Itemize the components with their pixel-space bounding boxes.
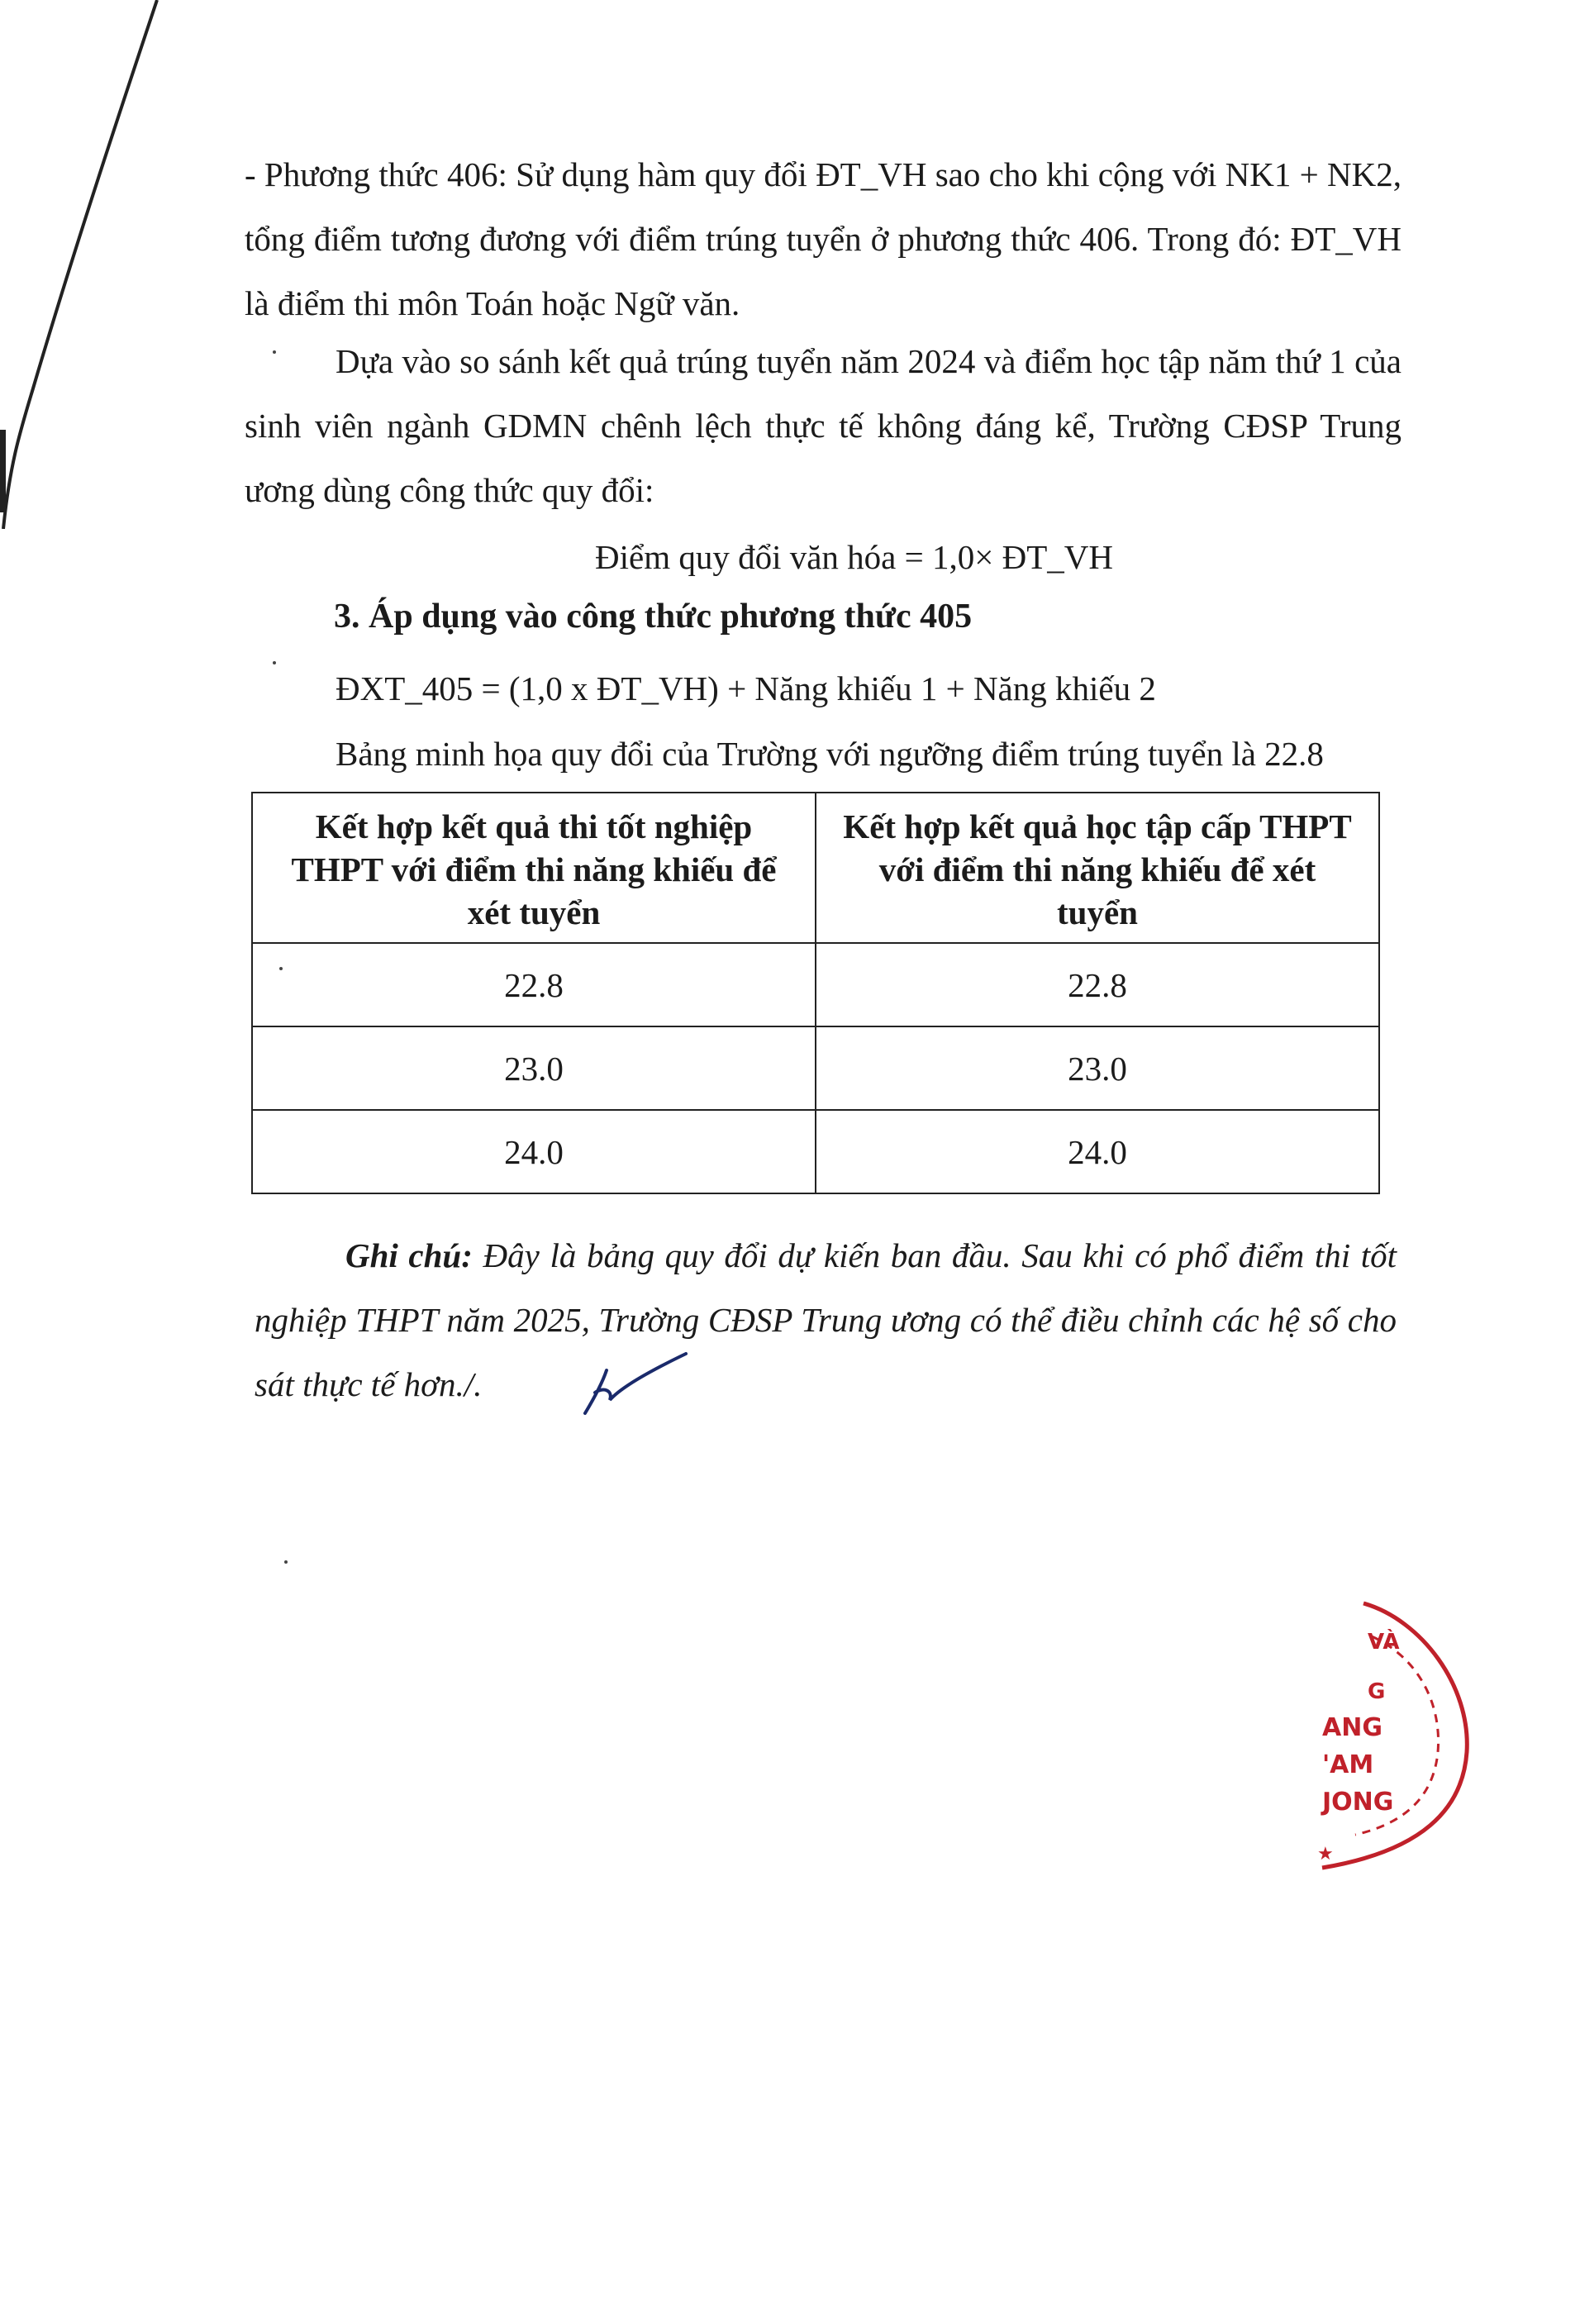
svg-text:G: G	[1368, 1679, 1386, 1704]
svg-text:★: ★	[1317, 1844, 1334, 1864]
table-header-row	[252, 793, 1379, 943]
table-cell: 23.0	[252, 1026, 816, 1110]
paragraph-conversion-basis: Dựa vào so sánh kết quả trúng tuyển năm 2024 và điểm học tập năm thứ 1 của sinh viên ngành GDMN chênh lệch thực tế không đáng kể, Trường CĐSP Trung ương dùng công thức quy đổi:	[245, 342, 1402, 509]
svg-text:'AM: 'AM	[1322, 1750, 1374, 1779]
table-cell: 22.8	[252, 943, 816, 1026]
scan-speck	[273, 661, 276, 664]
scan-speck	[284, 1560, 288, 1564]
scan-edge-line	[0, 0, 182, 529]
table-row	[252, 1110, 1379, 1193]
svg-text:ANG: ANG	[1322, 1713, 1382, 1742]
official-seal	[1306, 1587, 1496, 1884]
signature-mark	[570, 1347, 694, 1430]
conversion-formula: Điểm quy đổi văn hóa = 1,0× ĐT_VH	[595, 538, 1113, 576]
header-exam-result: Kết hợp kết quả thi tốt nghiệp THPT với điểm thi năng khiếu để xét tuyển	[252, 793, 816, 943]
table-cell: 22.8	[816, 943, 1379, 1026]
section-heading: 3. Áp dụng vào công thức phương thức 405	[334, 598, 973, 636]
table-cell: 24.0	[816, 1110, 1379, 1193]
note-paragraph	[255, 1223, 1397, 1417]
note-label: Ghi chú:	[345, 1236, 473, 1274]
header-study-result: Kết hợp kết quả học tập cấp THPT với điểm thi năng khiếu để xét tuyển	[816, 793, 1379, 943]
table-row	[252, 943, 1379, 1026]
table-cell: 24.0	[252, 1110, 816, 1193]
table-row	[252, 1026, 1379, 1110]
paragraph-method-406: - Phương thức 406: Sử dụng hàm quy đổi ĐT_VH sao cho khi cộng với NK1 + NK2, tổng điểm tương đương với điểm trúng tuyển ở phương thức 406. Trong đó: ĐT_VH là điểm thi môn Toán hoặc Ngữ văn.	[245, 155, 1402, 322]
method-405-formula: ĐXT_405 = (1,0 x ĐT_VH) + Năng khiếu 1 + Năng khiếu 2	[336, 669, 1156, 707]
scan-speck	[279, 967, 283, 970]
table-caption: Bảng minh họa quy đổi của Trường với ngưỡng điểm trúng tuyển là 22.8	[336, 735, 1324, 773]
svg-text:JONG: JONG	[1322, 1788, 1394, 1817]
table-cell: 23.0	[816, 1026, 1379, 1110]
note-text: Đây là bảng quy đổi dự kiến ban đầu. Sau khi có phổ điểm thi tốt nghiệp THPT năm 2025, Trường CĐSP Trung ương có thể điều chỉnh các hệ số cho sát thực tế hơn./.	[255, 1236, 1397, 1403]
scan-speck	[273, 350, 276, 354]
svg-text:VÀ: VÀ	[1368, 1630, 1400, 1655]
conversion-table	[251, 792, 1380, 1194]
